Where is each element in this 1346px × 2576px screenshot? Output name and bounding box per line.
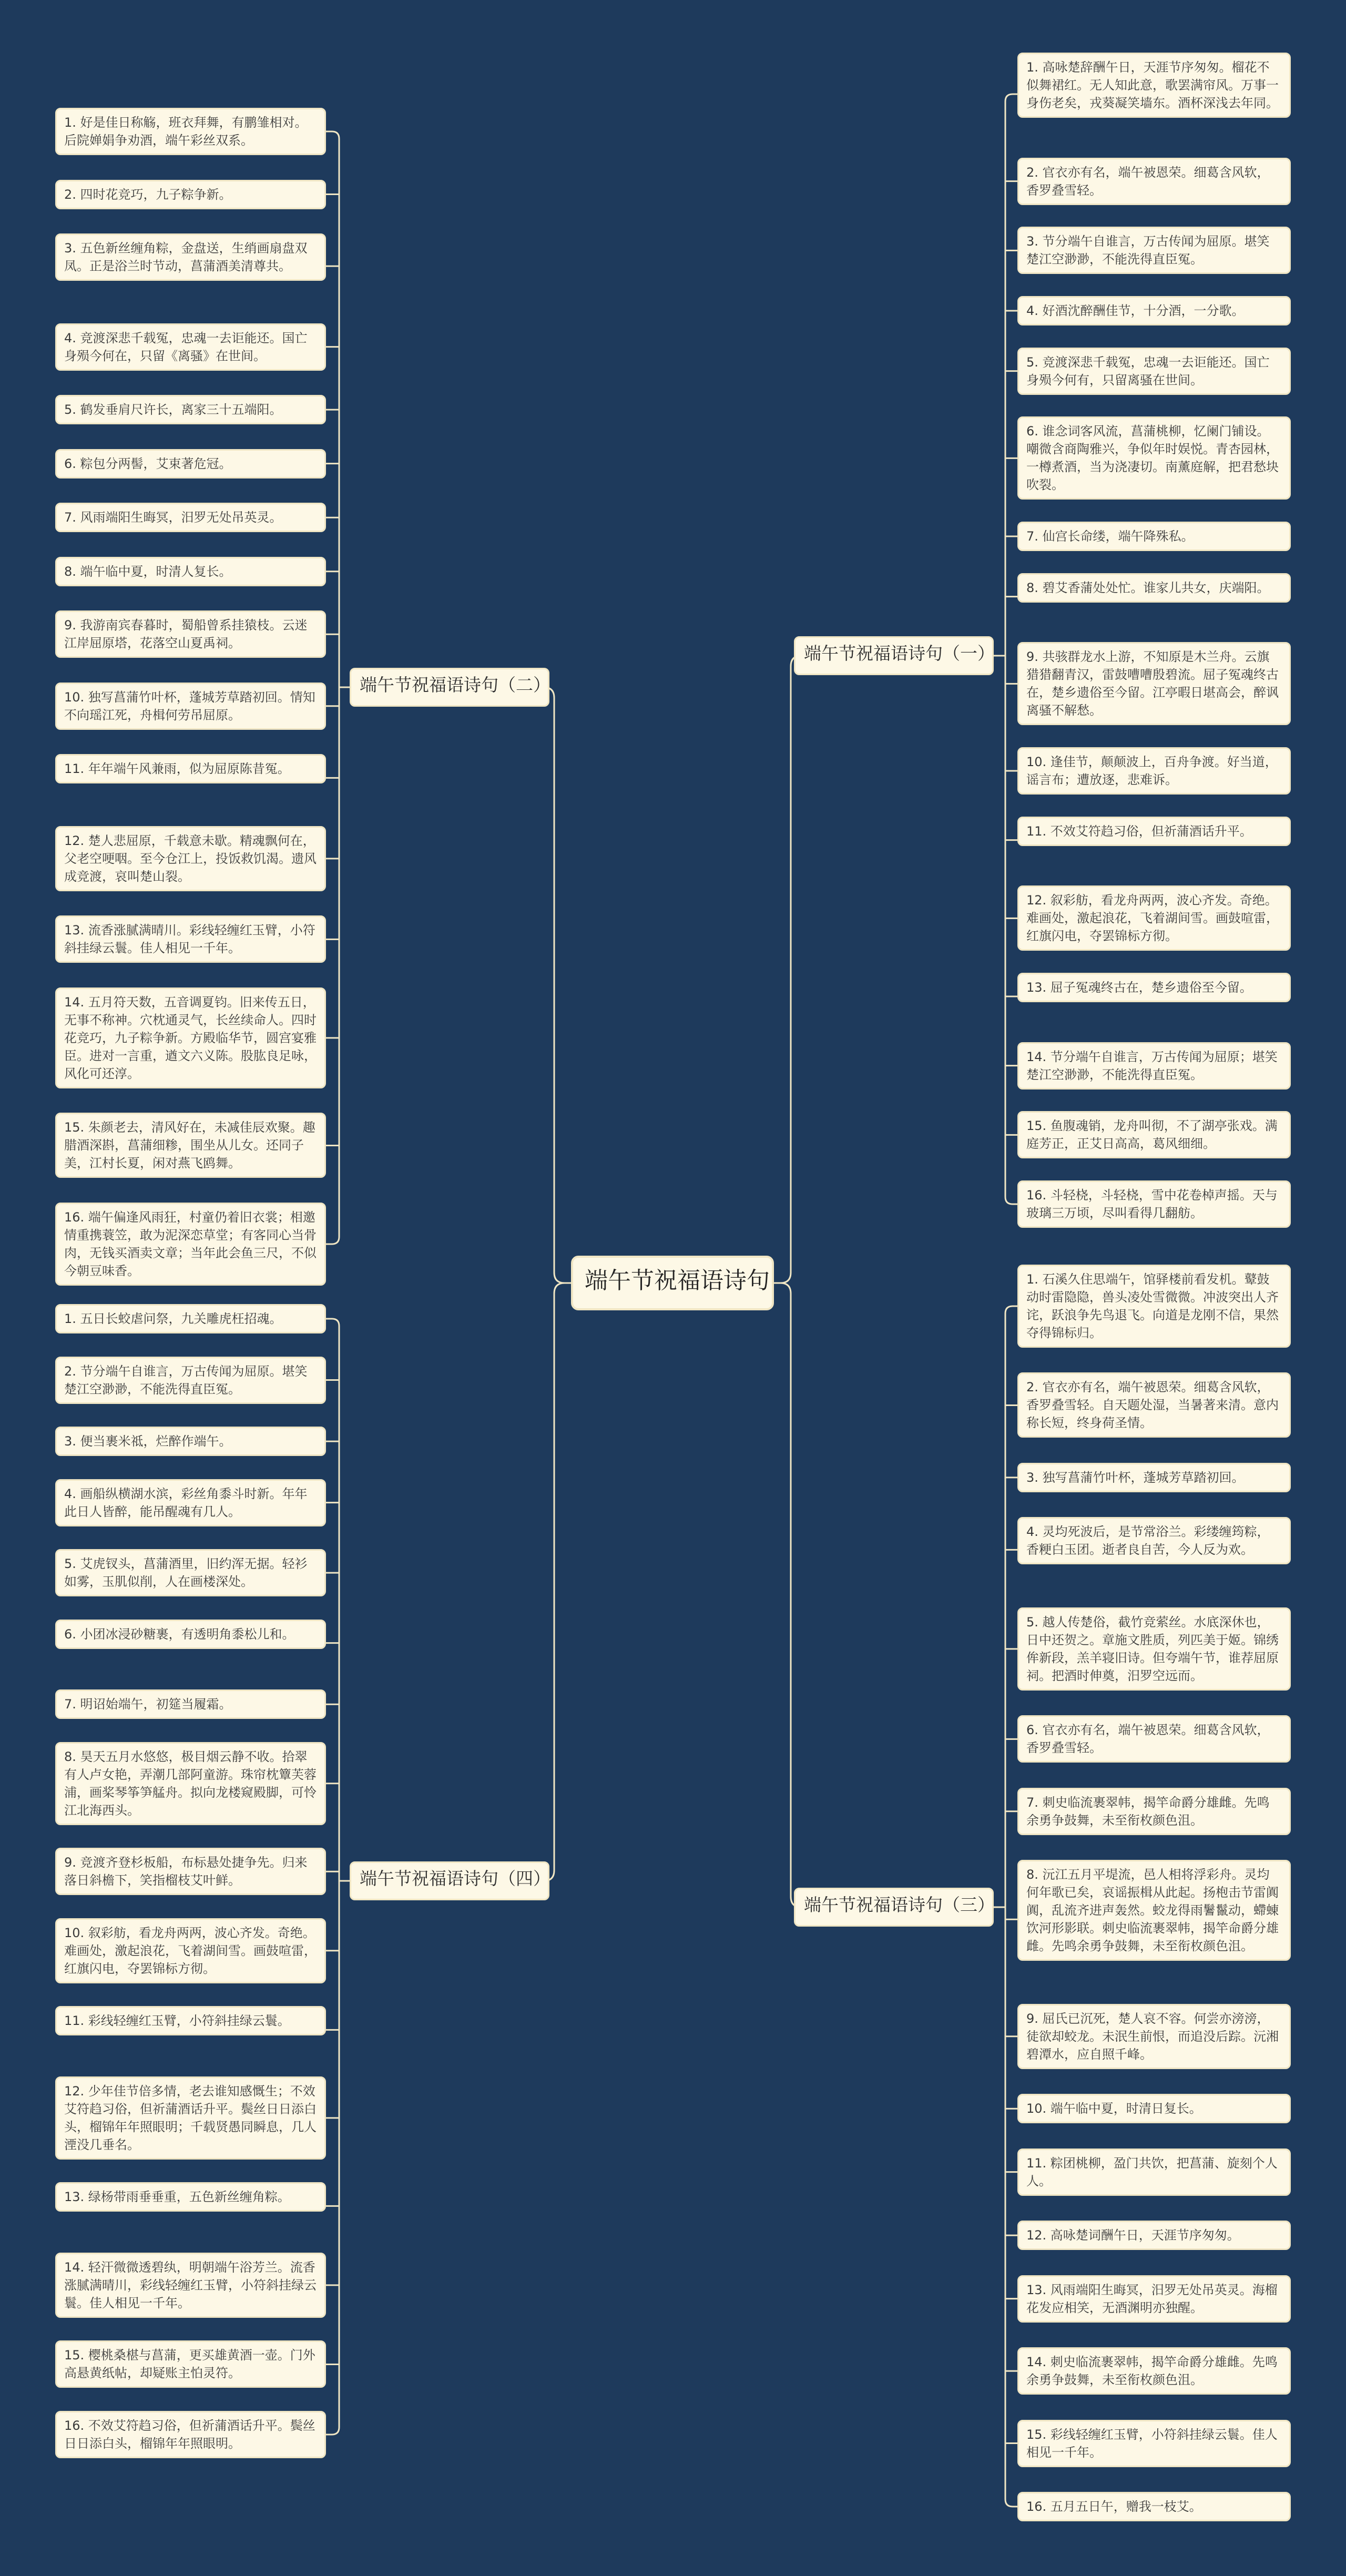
- leaf-node[interactable]: 12. 叙彩舫，看龙舟两两，波心齐发。奇绝。难画处，激起浪花，飞着湖间雪。画鼓喧雷，红旗闪电，夺罢锦标方彻。: [1017, 885, 1291, 951]
- root-node[interactable]: 端午节祝福语诗句: [571, 1256, 774, 1310]
- leaf-node[interactable]: 4. 竞渡深悲千载冤，忠魂一去讵能还。国亡身殒今何在，只留《离骚》在世间。: [55, 323, 326, 371]
- leaf-node[interactable]: 14. 节分端午自谁言，万古传闻为屈原；堪笑楚江空渺渺，不能洗得直臣冤。: [1017, 1042, 1291, 1090]
- leaf-node[interactable]: 8. 端午临中夏，时清人复长。: [55, 557, 326, 586]
- leaf-node[interactable]: 1. 石溪久住思端午，馆驿楼前看发机。鼙鼓动时雷隐隐，兽头凌处雪微微。冲波突出人齐诧，跃浪争先鸟退飞。向道是龙刚不信，果然夺得锦标归。: [1017, 1265, 1291, 1348]
- connector-curve: [326, 2427, 339, 2435]
- leaf-node[interactable]: 15. 彩线轻缠红玉臂，小符斜挂绿云鬟。佳人相见一千年。: [1017, 2420, 1291, 2467]
- leaf-node[interactable]: 6. 粽包分两髻，艾束著危冠。: [55, 449, 326, 478]
- leaf-node[interactable]: 9. 竞渡齐登杉板船，布标悬处捷争先。归来落日斜檐下，笑指榴枝艾叶鲜。: [55, 1848, 326, 1895]
- leaf-node[interactable]: 8. 碧艾香蒲处处忙。谁家儿共女，庆端阳。: [1017, 573, 1291, 603]
- leaf-node[interactable]: 3. 节分端午自谁言，万古传闻为屈原。堪笑楚江空渺渺，不能洗得直臣冤。: [1017, 227, 1291, 274]
- leaf-node[interactable]: 4. 好酒沈醉酬佳节，十分酒，一分歌。: [1017, 296, 1291, 325]
- leaf-node[interactable]: 14. 五月符天数，五音调夏钧。旧来传五日，无事不称神。穴枕通灵气，长丝续命人。四时花竞巧，九子粽争新。方殿临华节，圆宫宴雅臣。进对一言重，遒文六义陈。股肱良足咏，风化可还淳。: [55, 987, 326, 1088]
- leaf-node[interactable]: 11. 粽团桃柳，盈门共饮，把菖蒲、旋刻个人人。: [1017, 2149, 1291, 2196]
- connector-curve: [1005, 2499, 1017, 2507]
- leaf-node[interactable]: 1. 高咏楚辞酬午日，天涯节序匆匆。榴花不似舞裙红。无人知此意，歌罢满帘风。万事一身伤老矣，戎葵凝笑墙东。酒杯深浅去年同。: [1017, 53, 1291, 118]
- leaf-node[interactable]: 15. 樱桃桑椹与菖蒲，更买雄黄酒一壶。门外高悬黄纸帖，却疑账主怕灵符。: [55, 2340, 326, 2388]
- leaf-node[interactable]: 6. 谁念词客风流，菖蒲桃柳，忆阑门铺设。嘲微含商陶雅兴，争似年时娱悦。青杏园林，一樽煮酒，当为浇凄切。南薰庭解，把君愁块吹裂。: [1017, 416, 1291, 500]
- branch-node[interactable]: 端午节祝福语诗句（二）: [350, 668, 549, 707]
- leaf-node[interactable]: 13. 风雨端阳生晦冥，汨罗无处吊英灵。海榴花发应相笑，无酒渊明亦独醒。: [1017, 2275, 1291, 2323]
- leaf-node[interactable]: 10. 端午临中夏，时清日复长。: [1017, 2094, 1291, 2123]
- leaf-node[interactable]: 2. 节分端午自谁言，万古传闻为屈原。堪笑楚江空渺渺，不能洗得直臣冤。: [55, 1357, 326, 1404]
- leaf-node[interactable]: 10. 叙彩舫，看龙舟两两，波心齐发。奇绝。难画处，激起浪花，飞着湖间雪。画鼓喧雷，红旗闪电，夺罢锦标方彻。: [55, 1918, 326, 1983]
- leaf-node[interactable]: 15. 鱼腹魂销，龙舟叫彻，不了湖亭张戏。满庭芳正，正艾日高高，葛风细细。: [1017, 1111, 1291, 1158]
- connector-curve: [326, 1237, 339, 1244]
- leaf-node[interactable]: 16. 不效艾符趋习俗，但祈蒲酒话升平。鬓丝日日添白头，榴锦年年照眼明。: [55, 2411, 326, 2458]
- leaf-node[interactable]: 13. 绿杨带雨垂垂重，五色新丝缠角粽。: [55, 2182, 326, 2212]
- leaf-node[interactable]: 14. 轻汗微微透碧纨，明朝端午浴芳兰。流香涨腻满晴川，彩线轻缠红玉臂，小符斜挂绿云鬟。佳人相见一千年。: [55, 2253, 326, 2318]
- leaf-node[interactable]: 12. 高咏楚词酬午日，天涯节序匆匆。: [1017, 2221, 1291, 2250]
- leaf-node[interactable]: 8. 昊天五月水悠悠，极目烟云静不收。拾翠有人卢女艳，弄潮几部阿童游。珠帘枕簟芙蓉浦，画桨琴筝笋艋舟。拟向龙楼窥殿脚，可怜江北海西头。: [55, 1742, 326, 1825]
- connector-curve: [544, 687, 571, 1283]
- leaf-node[interactable]: 4. 画船纵横湖水滨，彩丝角黍斗时新。年年此日人皆醉，能吊醒魂有几人。: [55, 1479, 326, 1526]
- leaf-node[interactable]: 16. 五月五日午，赠我一枝艾。: [1017, 2492, 1291, 2521]
- leaf-node[interactable]: 13. 屈子冤魂终古在，楚乡遗俗至今留。: [1017, 973, 1291, 1002]
- connector-curve: [1005, 94, 1017, 101]
- leaf-node[interactable]: 16. 端午偏逢风雨狂，村童仍着旧衣裳；相邀情重携蓑笠，敢为泥深恋草堂；有客同心当骨肉，无钱买酒卖文章；当年此会鱼三尺，不似今朝豆味香。: [55, 1203, 326, 1286]
- branch-node[interactable]: 端午节祝福语诗句（三）: [794, 1888, 994, 1927]
- connector-curve: [774, 656, 801, 1283]
- leaf-node[interactable]: 6. 官衣亦有名，端午被恩荣。细葛含风软，香罗叠雪轻。: [1017, 1715, 1291, 1763]
- leaf-node[interactable]: 2. 官衣亦有名，端午被恩荣。细葛含风软，香罗叠雪轻。自天题处湿，当暑著来清。意内称长短，终身荷圣情。: [1017, 1372, 1291, 1438]
- leaf-node[interactable]: 5. 越人传楚俗，截竹竞萦丝。水底深休也，日中还贺之。章施文胜质，列匹美于姬。锦绣侔新段，羔羊寝旧诗。但夸端午节，谁荐屈原祠。把酒时伸奠，汨罗空远而。: [1017, 1607, 1291, 1691]
- leaf-node[interactable]: 9. 共骇群龙水上游，不知原是木兰舟。云旗猎猎翻青汉，雷鼓嘈嘈殷碧流。屈子冤魂终古在，楚乡遗俗至今留。江亭暇日堪高会，醉讽离骚不解愁。: [1017, 642, 1291, 725]
- leaf-node[interactable]: 5. 艾虎钗头，菖蒲酒里，旧约浑无据。轻衫如雾，玉肌似削，人在画楼深处。: [55, 1549, 326, 1596]
- leaf-node[interactable]: 9. 我游南宾春暮时，蜀船曾系挂猿枝。云迷江岸屈原塔，花落空山夏禹祠。: [55, 610, 326, 658]
- leaf-node[interactable]: 11. 彩线轻缠红玉臂，小符斜挂绿云鬟。: [55, 2006, 326, 2035]
- leaf-node[interactable]: 3. 独写菖蒲竹叶杯，蓬城芳草踏初回。: [1017, 1463, 1291, 1492]
- leaf-node[interactable]: 7. 刺史临流裹翠帏，揭竿命爵分雄雌。先鸣余勇争鼓舞，未至衔枚颜色沮。: [1017, 1788, 1291, 1835]
- leaf-node[interactable]: 8. 沅江五月平堤流，邑人相将浮彩舟。灵均何年歌已矣，哀谣振楫从此起。扬枹击节雷阗阗，乱流齐进声轰然。蛟龙得雨鬐鬣动，螮蝀饮河形影联。刺史临流裹翠帏，揭竿命爵分雄雌。先鸣余勇争鼓舞，未至衔枚颜色沮。: [1017, 1860, 1291, 1961]
- leaf-node[interactable]: 15. 朱颜老去，清风好在，未减佳辰欢聚。趣腊酒深斟，菖蒲细糁，围坐从儿女。还同子美，江村长夏，闲对燕飞鸥舞。: [55, 1113, 326, 1178]
- leaf-node[interactable]: 2. 四时花竞巧，九子粽争新。: [55, 180, 326, 209]
- leaf-node[interactable]: 4. 灵均死波后，是节常浴兰。彩缕缠筠粽，香粳白玉团。逝者良自苦，今人反为欢。: [1017, 1517, 1291, 1564]
- leaf-node[interactable]: 16. 斗轻桡，斗轻桡，雪中花卷棹声摇。天与玻璃三万顷，尽叫看得几翻舫。: [1017, 1180, 1291, 1228]
- connector-curve: [326, 1319, 339, 1326]
- leaf-node[interactable]: 6. 小团冰浸砂糖裹，有透明角黍松儿和。: [55, 1620, 326, 1649]
- connector-curve: [1005, 1197, 1017, 1204]
- leaf-node[interactable]: 7. 仙宫长命缕，端午降殊私。: [1017, 522, 1291, 551]
- leaf-node[interactable]: 10. 独写菖蒲竹叶杯，蓬城芳草踏初回。情知不向瑶江死，舟楫何劳吊屈原。: [55, 683, 326, 730]
- leaf-node[interactable]: 12. 楚人悲屈原，千载意未歇。精魂飘何在，父老空哽咽。至今仓江上，投饭救饥渴。遗风成竞渡，哀叫楚山裂。: [55, 826, 326, 891]
- leaf-node[interactable]: 1. 五日长蛟虐问祭，九关雕虎枉招魂。: [55, 1304, 326, 1333]
- leaf-node[interactable]: 1. 好是佳日称觞，班衣拜舞，有鹏雏相对。后院婵娟争劝酒，端午彩丝双系。: [55, 108, 326, 155]
- connector-curve: [774, 1283, 801, 1907]
- leaf-node[interactable]: 9. 屈氏已沉死，楚人哀不容。何尝亦滂滂，徒欲却蛟龙。未泯生前恨，而追没后踪。沅湘碧潭水，应自照千峰。: [1017, 2004, 1291, 2069]
- leaf-node[interactable]: 7. 明诏始端午，初筵当履霜。: [55, 1689, 326, 1719]
- leaf-node[interactable]: 12. 少年佳节倍多情，老去谁知感慨生；不效艾符趋习俗，但祈蒲酒话升平。鬓丝日日添白头，榴锦年年照眼明；千载贤愚同瞬息，几人湮没几垂名。: [55, 2076, 326, 2160]
- leaf-node[interactable]: 3. 便当裹米祗，烂醉作端午。: [55, 1427, 326, 1456]
- leaf-node[interactable]: 3. 五色新丝缠角粽，金盘送，生绡画扇盘双凤。正是浴兰时节动，菖蒲酒美清尊共。: [55, 233, 326, 281]
- leaf-node[interactable]: 11. 不效艾符趋习俗，但祈蒲酒话升平。: [1017, 817, 1291, 846]
- leaf-node[interactable]: 10. 逢佳节，颠颠波上，百舟争渡。好当道，谣言布；遭放逐，悲难诉。: [1017, 747, 1291, 795]
- leaf-node[interactable]: 14. 刺史临流裹翠帏，揭竿命爵分雄雌。先鸣余勇争鼓舞，未至衔枚颜色沮。: [1017, 2347, 1291, 2395]
- leaf-node[interactable]: 2. 官衣亦有名，端午被恩荣。细葛含风软，香罗叠雪轻。: [1017, 158, 1291, 205]
- leaf-node[interactable]: 13. 流香涨腻满晴川。彩线轻缠红玉臂，小符斜挂绿云鬟。佳人相见一千年。: [55, 915, 326, 963]
- leaf-node[interactable]: 5. 竞渡深悲千载冤，忠魂一去讵能还。国亡身殒今何有，只留离骚在世间。: [1017, 348, 1291, 395]
- leaf-node[interactable]: 7. 风雨端阳生晦冥，汨罗无处吊英灵。: [55, 503, 326, 532]
- connector-curve: [544, 1283, 571, 1881]
- leaf-node[interactable]: 11. 年年端午风兼雨，似为屈原陈昔冤。: [55, 754, 326, 783]
- leaf-node[interactable]: 5. 鹤发垂肩尺许长，离家三十五端阳。: [55, 395, 326, 424]
- branch-node[interactable]: 端午节祝福语诗句（四）: [350, 1861, 549, 1900]
- branch-node[interactable]: 端午节祝福语诗句（一）: [794, 636, 994, 675]
- connector-curve: [326, 131, 339, 139]
- connector-curve: [1005, 1306, 1017, 1314]
